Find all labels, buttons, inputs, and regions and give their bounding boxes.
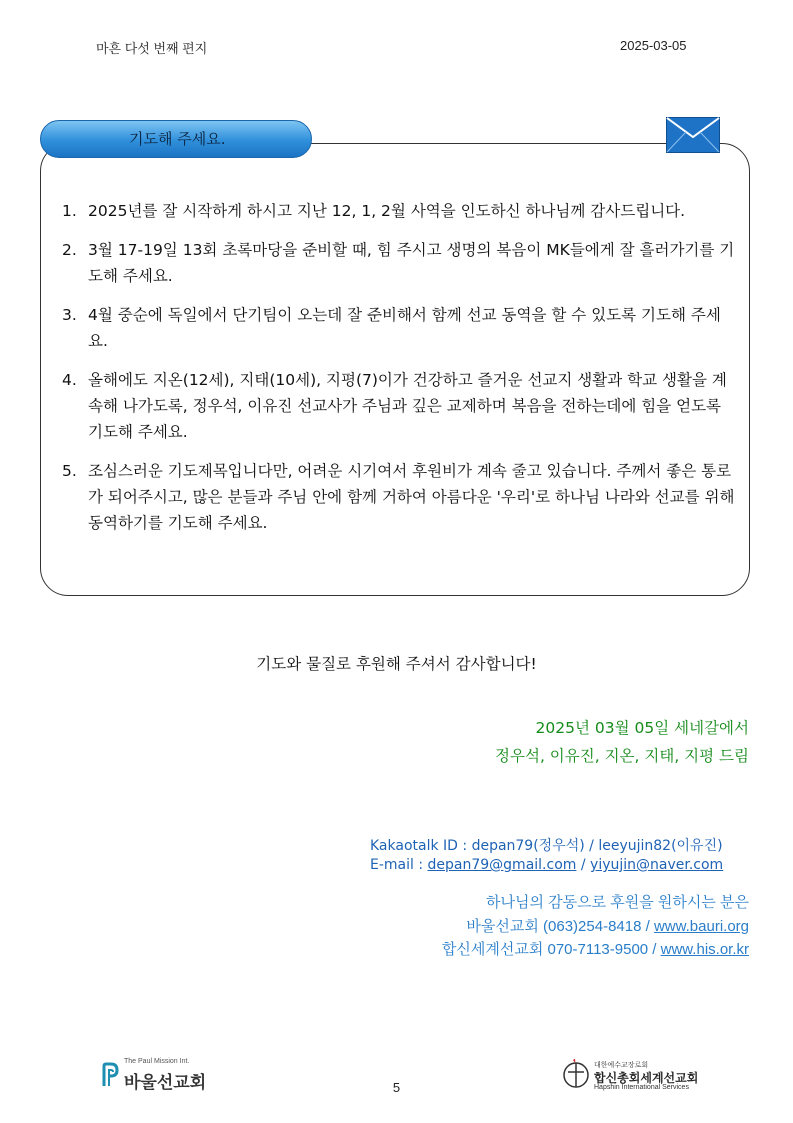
prayer-item-number: 5. xyxy=(62,462,77,480)
prayer-item xyxy=(62,302,736,354)
support-intro: 하나님의 감동으로 후원을 원하시는 분은 xyxy=(485,894,749,911)
email-contact xyxy=(370,857,723,873)
closing-date: 2025년 03월 05일 세네갈에서 xyxy=(535,719,749,737)
prayer-item-number: 2. xyxy=(62,241,77,259)
prayer-item-text: 2025년를 잘 시작하게 하시고 지난 12, 1, 2월 사역을 인도하신 하나님께 감사드립니다. xyxy=(88,202,686,220)
prayer-item-text: 3월 17-19일 13회 초록마당을 준비할 때, 힘 주시고 생명의 복음이 MK들에게 잘 흘러가기를 기도해 주세요. xyxy=(88,241,735,285)
his-link[interactable]: www.his.or.kr xyxy=(660,941,749,958)
paul-mission-en: The Paul Mission Int. xyxy=(124,1058,190,1065)
kakao-label: Kakaotalk ID : xyxy=(370,838,472,854)
support-org-2 xyxy=(442,938,749,959)
support-org-2-text: 합신세계선교회 070-7113-9500 / xyxy=(441,941,661,958)
prayer-item-number: 4. xyxy=(62,371,77,389)
prayer-item xyxy=(62,458,736,536)
prayer-item-text: 올해에도 지온(12세), 지태(10세), 지평(7)이가 건강하고 즐거운 선교지 생활과 학교 생활을 계속해 나가도록, 정우석, 이유진 선교사가 주님과 깊은 교제하며 복음을 전하는데에 힘을 얻도록 기도해 주세요. xyxy=(88,371,727,441)
kakao-contact xyxy=(370,835,723,855)
email-link-2[interactable]: yiyujin@naver.com xyxy=(590,857,724,873)
envelope-icon xyxy=(666,117,720,153)
prayer-item-number: 3. xyxy=(62,306,77,324)
email-link-1[interactable]: depan79@gmail.com xyxy=(427,857,577,873)
bauri-link[interactable]: www.bauri.org xyxy=(653,918,749,935)
prayer-item xyxy=(62,237,736,289)
paul-mission-ko: 바울선교회 xyxy=(124,1073,207,1093)
hapshin-seal-icon xyxy=(562,1058,590,1088)
letter-title: 마흔 다섯 번째 편지 xyxy=(96,41,208,56)
kakao-value: depan79(정우석) / leeyujin82(이유진) xyxy=(471,838,723,854)
prayer-list xyxy=(62,198,736,549)
page-number: 5 xyxy=(392,1080,401,1095)
signers: 정우석, 이유진, 지온, 지태, 지평 드림 xyxy=(495,747,749,765)
letter-date: 2025-03-05 xyxy=(620,38,687,53)
prayer-item xyxy=(62,367,736,445)
prayer-item xyxy=(62,198,736,224)
prayer-item-text: 4월 중순에 독일에서 단기팀이 오는데 잘 준비해서 함께 선교 동역을 할 수 있도록 기도해 주세요. xyxy=(88,306,721,350)
hapshin-name: 합신총회세계선교회 xyxy=(594,1071,699,1085)
support-org-1-text: 바울선교회 (063)254-8418 / xyxy=(466,918,654,935)
prayer-item-text: 조심스러운 기도제목입니다만, 어려운 시기여서 후원비가 계속 줄고 있습니다. 주께서 좋은 통로가 되어주시고, 많은 분들과 주님 안에 함께 거하여 아름다운 '우리'로 하나님 나라와 선교를 위해 동역하기를 기도해 주세요. xyxy=(88,462,735,532)
hapshin-en: Hapshin International Services xyxy=(594,1084,689,1091)
thanks-message: 기도와 물질로 후원해 주셔서 감사합니다! xyxy=(256,655,537,673)
prayer-heading: 기도해 주세요. xyxy=(40,120,312,158)
support-org-1 xyxy=(466,915,749,936)
email-separator: / xyxy=(576,857,591,873)
email-label: E-mail : xyxy=(370,857,428,873)
hapshin-denomination: 대한예수교장로회 xyxy=(594,1061,649,1069)
prayer-item-number: 1. xyxy=(62,202,77,220)
